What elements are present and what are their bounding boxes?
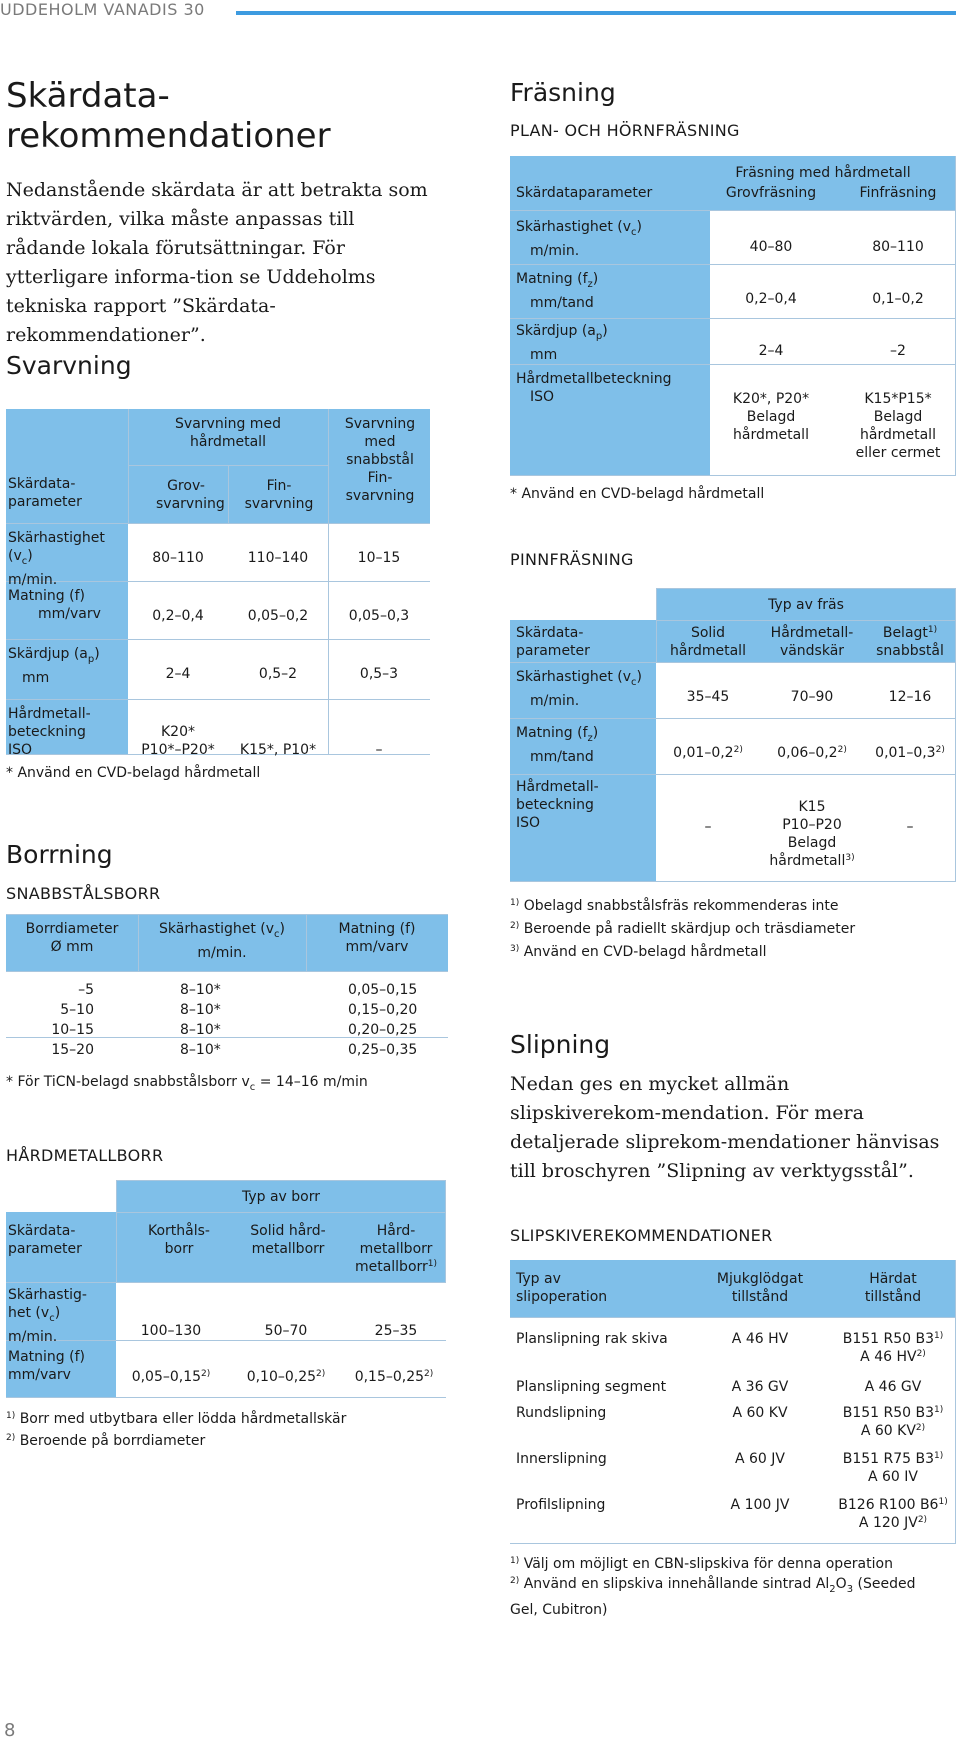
- svarvning-hm-v3: –: [375, 742, 383, 758]
- hss-drill-v: [180, 980, 260, 1060]
- svarvning-row1-v3: 10–15: [357, 550, 401, 566]
- page-number: 8: [4, 1720, 16, 1741]
- hm-drill-subtitle: HÅRDMETALLBORR: [6, 1146, 164, 1165]
- hss-drill-f: [348, 980, 438, 1060]
- hss-drill-head-feed: Matning (f) mm/varv: [338, 921, 416, 955]
- plan-frasning-row3-v2: –2: [890, 343, 906, 359]
- hm-drill-row1-v2: 50–70: [264, 1323, 308, 1339]
- slipskive-table: [510, 1260, 956, 1544]
- slip-row1-soft: A 46 HV: [731, 1331, 789, 1347]
- plan-frasning-group-head: Fräsning med hårdmetall: [735, 165, 911, 181]
- plan-frasning-row1-v1: 40–80: [749, 239, 793, 255]
- intro-text: Nedanstående skärdata är att betrakta som riktvärden, vilka måste anpassas till rådande lokala förutsättningar. För ytterligare informa-tion se Uddeholms tekniska rapport ”Skärdata-rekommendationer”.: [6, 179, 428, 346]
- pin-note-3: $^{3)}$ Använd en CVD-belagd hårdmetall: [510, 944, 767, 960]
- borrning-title: Borrning: [6, 840, 113, 869]
- pin-row1-label: Skärhastighet $(v_c)$ m/min.: [516, 669, 642, 709]
- slip-row5-soft: A 100 JV: [730, 1497, 790, 1513]
- hss-drill-head-speed: Skärhastighet $(v_c)$ m/min.: [159, 921, 285, 961]
- svarvning-hm-v2: K15*, P10*: [239, 742, 317, 758]
- slip-row5-hard: B126 R100 B6$^{1)}$ A 120 JV$^{2)}$: [838, 1497, 948, 1531]
- pinnfrasning-table: [510, 588, 956, 882]
- svarvning-row1-v2: 110–140: [247, 550, 309, 566]
- slip-row3-soft: A 60 KV: [732, 1405, 788, 1421]
- plan-frasning-row2-label: Matning $(f_z)$ mm/tand: [516, 271, 599, 311]
- hm-drill-group: Typ av borr: [241, 1189, 321, 1205]
- svarvning-row2-v2: 0,05–0,2: [247, 608, 309, 624]
- svarvning-hm-head: Svarvning med hårdmetall: [175, 416, 281, 450]
- hm-drill-row2-v2: 0,10–0,25$^{2)}$: [246, 1369, 326, 1385]
- plan-frasning-note: * Använd en CVD-belagd hårdmetall: [510, 486, 765, 502]
- svarvning-row3-label: Skärdjup $(a_p)$ mm: [8, 646, 100, 686]
- plan-frasning-grov-head: Grovfräsning: [725, 185, 817, 201]
- hss-drill-f-3: 0,20–0,25: [348, 1022, 418, 1038]
- hm-drill-param-head: Skärdata- parameter: [8, 1223, 82, 1257]
- plan-frasning-row2-v1: 0,2–0,4: [745, 291, 797, 307]
- pin-param-head: Skärdata- parameter: [516, 625, 590, 659]
- slip-row5-op: Profilslipning: [516, 1497, 606, 1513]
- svarvning-row1-label: Skärhastighet $(v_c)$ m/min.: [8, 530, 105, 588]
- slip-note-1: $^{1)}$ Välj om möjligt en CBN-slipskiva för denna operation: [510, 1556, 893, 1572]
- svarvning-row2-v3: 0,05–0,3: [348, 608, 410, 624]
- hss-drill-d-2: 5–10: [60, 1002, 94, 1018]
- pin-note-1: $^{1)}$ Obelagd snabbstålsfräs rekommenderas inte: [510, 898, 839, 914]
- pin-c2-head: Hårdmetall- vändskär: [770, 625, 854, 659]
- plan-frasning-row3-v1: 2–4: [758, 343, 784, 359]
- frasning-title: Fräsning: [510, 78, 616, 107]
- slip-row2-soft: A 36 GV: [731, 1379, 789, 1395]
- plan-frasning-param-head: Skärdataparameter: [516, 185, 653, 201]
- slip-row3-op: Rundslipning: [516, 1405, 607, 1421]
- slipskive-notes: [510, 1554, 950, 1620]
- hss-drill-note: * För TiCN-belagd snabbstålsborr $v_c = 14-16$ m/min: [6, 1074, 368, 1093]
- header-title: UDDEHOLM VANADIS 30: [0, 0, 205, 19]
- svarvning-row2-label: Matning (f) mm/varv: [8, 588, 101, 622]
- plan-frasning-row1-label: Skärhastighet $(v_c)$ m/min.: [516, 219, 642, 259]
- hss-drill-d: [6, 980, 94, 1060]
- svarvning-fin-head: Fin- svarvning: [244, 478, 314, 512]
- hm-drill-note-2: $^{2)}$ Beroende på borrdiameter: [6, 1433, 206, 1449]
- svarvning-row2-v1: 0,2–0,4: [152, 608, 204, 624]
- svarvning-hm-label: Hårdmetall- beteckning ISO: [8, 706, 91, 758]
- pinnfrasning-notes: [510, 895, 855, 964]
- pin-row1-v3: 12–16: [888, 689, 932, 705]
- hm-drill-c3-head: Hård- metallborr metallborr$^{1)}$: [354, 1223, 438, 1275]
- pin-row3-v3: –: [906, 819, 914, 835]
- slip-row1-op: Planslipning rak skiva: [516, 1331, 668, 1347]
- plan-frasning-row1-v2: 80–110: [872, 239, 924, 255]
- svarvning-hss-head: Svarvning med snabbstål Fin- svarvning: [344, 416, 416, 504]
- hm-drill-row2-v3: 0,15–0,25$^{2)}$: [354, 1369, 434, 1385]
- hss-drill-f-2: 0,15–0,20: [348, 1002, 418, 1018]
- hss-drill-v-4: 8–10*: [180, 1042, 221, 1058]
- plan-frasning-hm-label: Hårdmetallbeteckning ISO: [516, 371, 672, 405]
- svarvning-row3-v3: 0,5–3: [359, 666, 399, 682]
- plan-frasning-subtitle: PLAN- OCH HÖRNFRÄSNING: [510, 121, 740, 140]
- pin-row3-v1: –: [704, 819, 712, 835]
- plan-frasning-row2-v2: 0,1–0,2: [872, 291, 924, 307]
- svarvning-table: [6, 409, 430, 758]
- hss-drill-v-2: 8–10*: [180, 1002, 221, 1018]
- slip-row4-op: Innerslipning: [516, 1451, 607, 1467]
- pin-row1-v1: 35–45: [686, 689, 730, 705]
- hss-drill-f-4: 0,25–0,35: [348, 1042, 418, 1058]
- plan-frasning-table: [510, 156, 956, 476]
- slip-row4-hard: B151 R75 B3$^{1)}$ A 60 IV: [842, 1451, 944, 1485]
- pin-row2-label: Matning $(f_z)$ mm/tand: [516, 725, 599, 765]
- slip-note-2: $^{2)}$ Använd en slipskiva innehållande sintrad $Al_2O_3$ (Seeded Gel, Cubitron): [510, 1576, 916, 1618]
- pin-row2-v2: 0,06–0,2$^{2)}$: [777, 745, 847, 761]
- plan-frasning-fin-head: Finfräsning: [859, 185, 937, 201]
- hm-drill-notes: [6, 1408, 346, 1452]
- slipning-intro: Nedan ges en mycket allmän slipskiverekom-mendation. För mera detaljerade sliprekom-mendationer hänvisas till broschyren ”Slipning av verktygsstål”.: [510, 1073, 940, 1182]
- slip-row4-soft: A 60 JV: [735, 1451, 785, 1467]
- hss-drill-d-4: 15–20: [51, 1042, 94, 1058]
- pin-c1-head: Solid hårdmetall: [670, 625, 746, 659]
- slip-row1-hard: B151 R50 B3$^{1)}$ A 46 HV$^{2)}$: [842, 1331, 944, 1365]
- plan-frasning-hm-v2: K15*P15* Belagd hårdmetall eller cermet: [855, 391, 941, 461]
- pin-row1-v2: 70–90: [790, 689, 834, 705]
- pin-group: Typ av fräs: [768, 597, 844, 613]
- hm-drill-row1-v3: 25–35: [374, 1323, 418, 1339]
- pin-c3-head: Belagt$^{1)}$ snabbstål: [876, 625, 944, 659]
- slipskive-c2-head: Mjukglödgat tillstånd: [716, 1271, 804, 1305]
- slipskive-c3-head: Härdat tillstånd: [864, 1271, 922, 1305]
- slipning-title: Slipning: [510, 1030, 611, 1059]
- main-title: Skärdata- rekommendationer: [6, 76, 331, 156]
- hm-drill-row2-v1: 0,05–0,15$^{2)}$: [131, 1369, 211, 1385]
- hss-drill-v-1: 8–10*: [180, 982, 221, 998]
- svarvning-note: * Använd en CVD-belagd hårdmetall: [6, 765, 261, 781]
- hm-drill-note-1: $^{1)}$ Borr med utbytbara eller lödda hårdmetallskär: [6, 1411, 347, 1427]
- hm-drill-c2-head: Solid hård- metallborr: [250, 1223, 326, 1257]
- svarvning-title: Svarvning: [6, 351, 132, 380]
- svarvning-grov-head: Grov- svarvning: [156, 478, 225, 512]
- slipskive-subtitle: SLIPSKIVEREKOMMENDATIONER: [510, 1226, 773, 1245]
- hss-drill-f-1: 0,05–0,15: [348, 982, 418, 998]
- page-header: [0, 0, 960, 22]
- hss-drill-v-3: 8–10*: [180, 1022, 221, 1038]
- pin-row3-label: Hårdmetall- beteckning ISO: [516, 779, 599, 831]
- svarvning-row3-v1: 2–4: [165, 666, 191, 682]
- hm-drill-table: [6, 1180, 446, 1398]
- hss-drill-d-3: 10–15: [51, 1022, 94, 1038]
- hm-drill-c1-head: Korthåls- borr: [148, 1223, 210, 1257]
- borrning-hss-subtitle: SNABBSTÅLSBORR: [6, 884, 161, 903]
- svarvning-row3-v2: 0,5–2: [258, 666, 298, 682]
- hss-drill-head-diameter: Borrdiameter Ø mm: [25, 921, 119, 955]
- hm-drill-row2-label: Matning (f) mm/varv: [8, 1349, 85, 1383]
- header-rule: [236, 11, 956, 15]
- hm-drill-row1-v1: 100–130: [140, 1323, 202, 1339]
- slip-row2-op: Planslipning segment: [516, 1379, 667, 1395]
- svarvning-param-head: Skärdata- parameter: [8, 476, 82, 510]
- pin-note-2: $^{2)}$ Beroende på radiellt skärdjup och träsdiameter: [510, 921, 856, 937]
- slipskive-c1-head: Typ av slipoperation: [516, 1271, 608, 1305]
- hss-drill-d-1: –5: [78, 982, 94, 998]
- plan-frasning-row3-label: Skärdjup $(a_p)$ mm: [516, 323, 608, 363]
- plan-frasning-hm-v1: K20*, P20* Belagd hårdmetall: [732, 391, 810, 443]
- pin-row2-v1: 0,01–0,2$^{2)}$: [673, 745, 743, 761]
- hss-drill-table: [6, 914, 448, 1058]
- svarvning-row1-v1: 80–110: [152, 550, 204, 566]
- pin-row2-v3: 0,01–0,3$^{2)}$: [875, 745, 945, 761]
- slip-row3-hard: B151 R50 B3$^{1)}$ A 60 KV$^{2)}$: [842, 1405, 944, 1439]
- hm-drill-row1-label: Skärhastig- het $(v_c)$ m/min.: [8, 1287, 87, 1345]
- slip-row2-hard: A 46 GV: [864, 1379, 922, 1395]
- pinnfrasning-subtitle: PINNFRÄSNING: [510, 550, 634, 569]
- pin-row3-v2: K15 P10–P20 Belagd hårdmetall$^{3)}$: [769, 799, 855, 869]
- svarvning-hm-v1: K20* P10*–P20*: [141, 724, 215, 758]
